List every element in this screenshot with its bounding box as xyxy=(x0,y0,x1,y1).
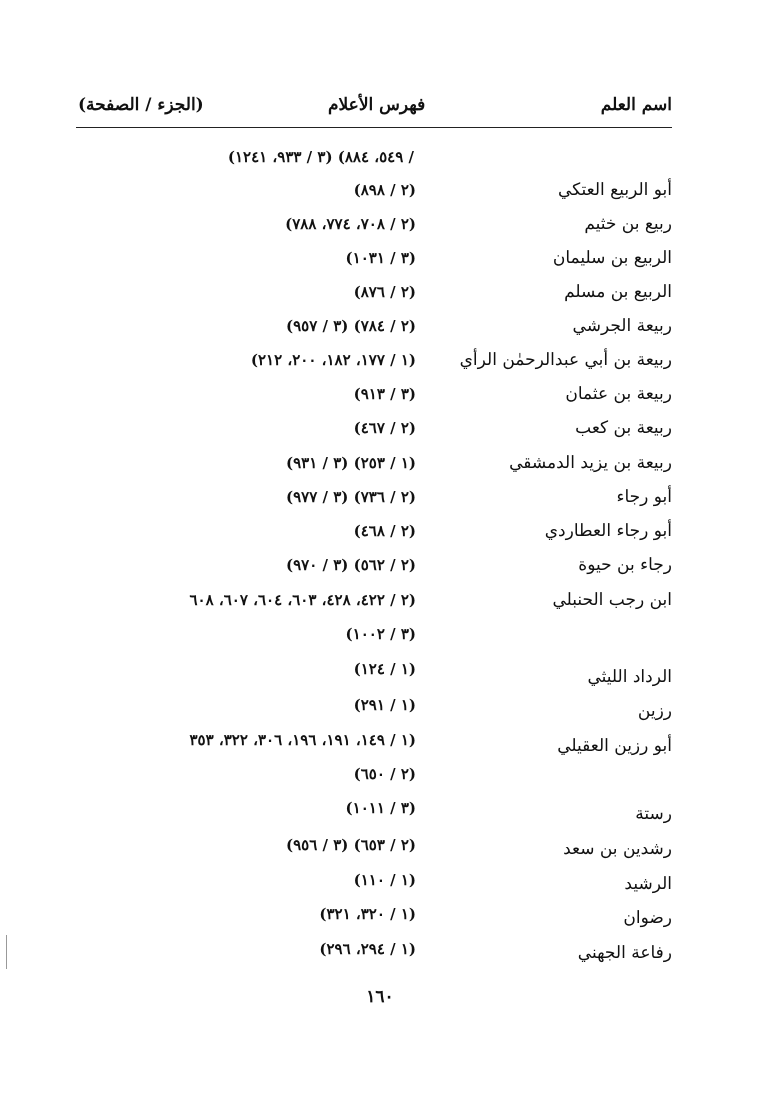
page-number: ١٦٠ xyxy=(366,987,394,1007)
index-entry xyxy=(0,723,758,757)
index-entry xyxy=(0,897,758,931)
index-entry xyxy=(0,863,758,897)
page-title: فهرس الأعلام xyxy=(328,95,426,115)
entry-reference: (٢ / ٧٨٤) (٣ / ٩٥٧) xyxy=(286,317,416,335)
entry-reference: (٢ / ٤٢٢، ٤٢٨، ٦٠٣، ٦٠٤، ٦٠٧، ٦٠٨ xyxy=(189,591,416,609)
entry-name: ربيعة بن أبي عبدالرحمٰن الرأي xyxy=(459,350,672,370)
entry-reference: (٢ / ٧٣٦) (٣ / ٩٧٧) xyxy=(286,488,416,506)
index-entry xyxy=(0,275,758,309)
entry-reference: (١ / ١٢٤) xyxy=(353,660,416,678)
index-entry xyxy=(0,828,758,862)
entry-reference: (٢ / ٥٦٢) (٣ / ٩٧٠) xyxy=(286,556,416,574)
index-entry xyxy=(0,617,758,651)
entry-reference: (٣ / ٩١٣) xyxy=(353,385,416,403)
index-entry xyxy=(0,241,758,275)
index-entry xyxy=(0,583,758,617)
scan-edge-mark xyxy=(6,935,7,969)
index-entry xyxy=(0,932,758,966)
entry-name: ربيعة الجرشي xyxy=(572,316,672,336)
entry-name: ربيعة بن كعب xyxy=(575,418,672,438)
entry-reference: (٢ / ٨٧٦) xyxy=(353,283,416,301)
index-entry xyxy=(0,411,758,445)
entry-reference: (٢ / ٧٠٨، ٧٧٤، ٧٨٨) xyxy=(285,215,416,233)
entry-reference: / ٥٤٩، ٨٨٤) (٣ / ٩٣٣، ١٢٤١) xyxy=(227,148,414,166)
entry-reference: (٣ / ١٠١١) xyxy=(345,799,416,817)
index-entry xyxy=(0,480,758,514)
entry-name: ربيعة بن عثمان xyxy=(565,384,672,404)
index-entry xyxy=(0,548,758,582)
entry-name: ابن رجب الحنبلي xyxy=(552,590,672,610)
index-entry xyxy=(0,446,758,480)
entry-reference: (٢ / ٦٥٣) (٣ / ٩٥٦) xyxy=(286,836,416,854)
entry-name: رجاء بن حيوة xyxy=(578,555,672,575)
index-entry xyxy=(0,377,758,411)
entry-name: ربيعة بن يزيد الدمشقي xyxy=(509,453,672,473)
entry-reference: (١ / ١٧٧، ١٨٢، ٢٠٠، ٢١٢) xyxy=(250,351,416,369)
index-entry xyxy=(0,654,758,688)
entry-name: أبو الربيع العتكي xyxy=(557,180,672,200)
entry-reference: (٢ / ٦٥٠) xyxy=(353,765,416,783)
entry-reference: (٢ / ٤٦٧) xyxy=(353,419,416,437)
entry-reference: (١ / ٢٩٤، ٢٩٦) xyxy=(319,940,416,958)
entry-reference: (١ / ٢٥٣) (٣ / ٩٣١) xyxy=(286,454,416,472)
entry-reference: (٢ / ٤٦٨) xyxy=(353,522,416,540)
index-entry xyxy=(0,757,758,791)
entry-name: ربيع بن خثيم xyxy=(584,214,672,234)
entry-name: الربيع بن مسلم xyxy=(564,282,672,302)
entry-reference: (١ / ١١٠) xyxy=(353,871,416,889)
index-entry xyxy=(0,173,758,207)
entry-reference: (٣ / ١٠٠٢) xyxy=(345,625,416,643)
index-entry xyxy=(0,309,758,343)
index-entry xyxy=(0,791,758,825)
entry-name: أبو رجاء xyxy=(616,487,672,507)
entry-name: الربيع بن سليمان xyxy=(552,248,672,268)
entry-reference: (١ / ١٤٩، ١٩١، ١٩٦، ٣٠٦، ٣٢٢، ٣٥٣ xyxy=(189,731,416,749)
entry-name: رشدين بن سعد xyxy=(563,839,672,859)
entry-reference: (٢ / ٨٩٨) xyxy=(353,181,416,199)
entry-name: رزين xyxy=(637,701,672,721)
header-rule xyxy=(76,127,672,128)
entry-reference: (١ / ٢٩١) xyxy=(353,696,416,714)
entry-name: رستة xyxy=(635,804,672,824)
entry-name: الرداد الليثي xyxy=(587,667,672,687)
index-entry xyxy=(0,207,758,241)
index-entry xyxy=(0,688,758,722)
column-header-name: اسم العلم xyxy=(600,95,672,115)
index-entry xyxy=(0,514,758,548)
column-header-reference: (الجزء / الصفحة) xyxy=(78,95,204,115)
entry-name: رضوان xyxy=(623,908,672,928)
entry-reference: (١ / ٣٢٠، ٣٢١) xyxy=(319,905,416,923)
index-entry xyxy=(0,140,758,174)
index-entry xyxy=(0,343,758,377)
entry-name: الرشيد xyxy=(624,874,672,894)
entry-name: أبو رزين العقيلي xyxy=(557,736,672,756)
entry-name: رفاعة الجهني xyxy=(577,943,672,963)
entry-name: أبو رجاء العطاردي xyxy=(544,521,672,541)
entry-reference: (٣ / ١٠٣١) xyxy=(345,249,416,267)
